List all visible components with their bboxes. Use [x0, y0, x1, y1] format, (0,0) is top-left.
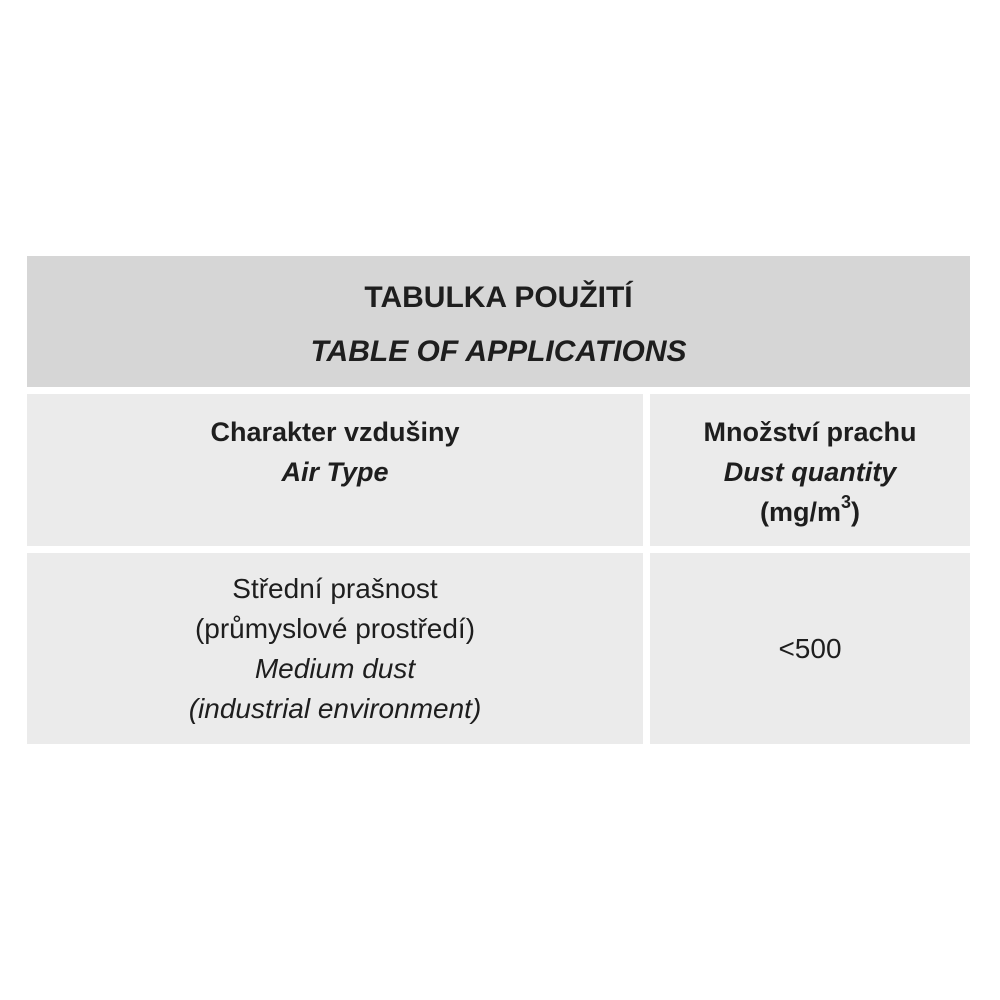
air-type-english-line1: Medium dust	[254, 652, 416, 684]
header-dust-quantity	[650, 394, 970, 546]
header-dust-unit-exponent: 3	[840, 492, 851, 512]
header-air-type	[27, 394, 643, 546]
header-dust-unit-suffix: )	[851, 497, 860, 527]
table-title-block	[27, 256, 970, 387]
header-dust-unit-prefix: (mg/m	[759, 497, 841, 527]
header-air-type-czech: Charakter vzdušiny	[210, 417, 460, 447]
table-header-row	[27, 394, 970, 546]
header-dust-unit	[760, 492, 860, 532]
dust-quantity-value: <500	[778, 632, 842, 664]
air-type-english-line2: (industrial environment)	[188, 692, 482, 724]
air-type-czech-line1: Střední prašnost	[232, 572, 438, 604]
cell-air-type	[27, 553, 643, 744]
table-row	[27, 553, 970, 744]
header-air-type-english: Air Type	[281, 457, 389, 487]
table-title-czech: TABULKA POUŽITÍ	[364, 280, 633, 314]
applications-table	[27, 256, 970, 744]
header-dust-czech: Množství prachu	[703, 417, 917, 447]
header-dust-english: Dust quantity	[723, 457, 897, 487]
air-type-czech-line2: (průmyslové prostředí)	[194, 612, 476, 644]
table-title-english: TABLE OF APPLICATIONS	[310, 334, 687, 368]
cell-dust-quantity	[650, 553, 970, 744]
